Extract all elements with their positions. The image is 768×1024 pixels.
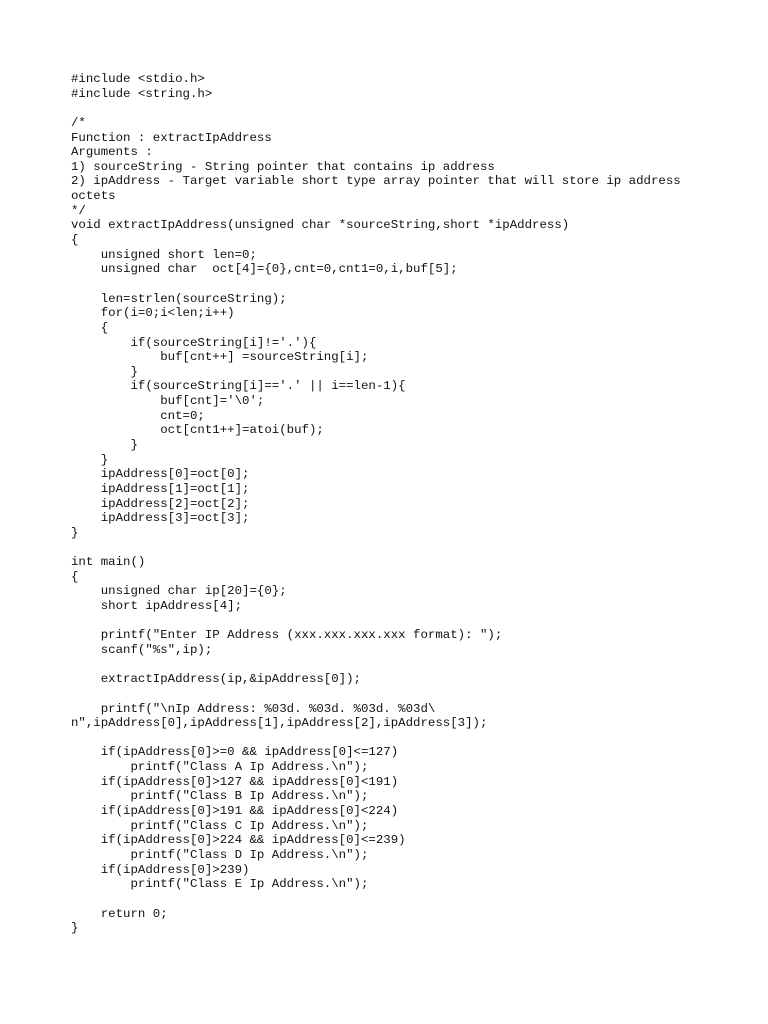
code-line: for(i=0;i<len;i++) — [71, 306, 235, 321]
code-line: buf[cnt]='\0'; — [71, 394, 265, 409]
code-line: } — [71, 525, 79, 540]
code-line: unsigned char oct[4]={0},cnt=0,cnt1=0,i,buf[5]; — [71, 262, 458, 277]
code-line: printf("Enter IP Address (xxx.xxx.xxx.xxx format): "); — [71, 628, 503, 643]
code-line: /* — [71, 115, 86, 130]
code-line — [71, 658, 681, 673]
code-line: */ — [71, 203, 86, 218]
code-line: if(ipAddress[0]>127 && ipAddress[0]<191) — [71, 774, 399, 789]
code-line: Arguments : — [71, 145, 153, 160]
code-line: unsigned char ip[20]={0}; — [71, 584, 287, 599]
code-line: scanf("%s",ip); — [71, 642, 213, 657]
code-line: void extractIpAddress(unsigned char *sourceString,short *ipAddress) — [71, 218, 570, 233]
code-line: 1) sourceString - String pointer that contains ip address — [71, 159, 495, 174]
code-line: if(ipAddress[0]>=0 && ipAddress[0]<=127) — [71, 745, 399, 760]
code-line: Function : extractIpAddress — [71, 130, 272, 145]
code-line: n",ipAddress[0],ipAddress[1],ipAddress[2],ipAddress[3]); — [71, 716, 488, 731]
code-line: if(sourceString[i]!='.'){ — [71, 335, 317, 350]
code-line — [71, 614, 681, 629]
code-line: } — [71, 364, 138, 379]
code-line: printf("Class C Ip Address.\n"); — [71, 818, 369, 833]
code-line: ipAddress[3]=oct[3]; — [71, 511, 250, 526]
code-line — [71, 731, 681, 746]
code-line: return 0; — [71, 906, 168, 921]
code-line: printf("\nIp Address: %03d. %03d. %03d. %03d\ — [71, 701, 436, 716]
code-line: #include <stdio.h> — [71, 72, 205, 86]
code-line: octets — [71, 189, 116, 204]
code-line: unsigned short len=0; — [71, 247, 257, 262]
code-block — [71, 72, 681, 936]
code-line: printf("Class E Ip Address.\n"); — [71, 877, 369, 892]
code-line: int main() — [71, 555, 146, 570]
code-line — [71, 892, 681, 907]
code-line: } — [71, 438, 138, 453]
code-line: { — [71, 233, 79, 248]
code-line: ipAddress[2]=oct[2]; — [71, 496, 250, 511]
code-line: len=strlen(sourceString); — [71, 291, 287, 306]
code-line: extractIpAddress(ip,&ipAddress[0]); — [71, 672, 361, 687]
code-line — [71, 541, 681, 556]
code-line: oct[cnt1++]=atoi(buf); — [71, 423, 324, 438]
code-line: 2) ipAddress - Target variable short type array pointer that will store ip address — [71, 174, 681, 189]
code-line: { — [71, 569, 79, 584]
code-line: #include <string.h> — [71, 86, 213, 101]
code-line — [71, 277, 681, 292]
code-line: printf("Class B Ip Address.\n"); — [71, 789, 369, 804]
code-line — [71, 101, 681, 116]
code-line: if(ipAddress[0]>191 && ipAddress[0]<224) — [71, 804, 399, 819]
code-line: short ipAddress[4]; — [71, 599, 243, 614]
code-line: printf("Class A Ip Address.\n"); — [71, 760, 369, 775]
code-line: ipAddress[0]=oct[0]; — [71, 467, 250, 482]
code-line — [71, 687, 681, 702]
code-line: } — [71, 921, 79, 936]
code-line: ipAddress[1]=oct[1]; — [71, 481, 250, 496]
code-line: { — [71, 320, 109, 335]
code-line: if(ipAddress[0]>239) — [71, 862, 250, 877]
code-line: cnt=0; — [71, 408, 205, 423]
code-line: } — [71, 452, 109, 467]
code-line: printf("Class D Ip Address.\n"); — [71, 847, 369, 862]
code-line: buf[cnt++] =sourceString[i]; — [71, 350, 369, 365]
code-line: if(sourceString[i]=='.' || i==len-1){ — [71, 379, 406, 394]
code-line: if(ipAddress[0]>224 && ipAddress[0]<=239) — [71, 833, 406, 848]
